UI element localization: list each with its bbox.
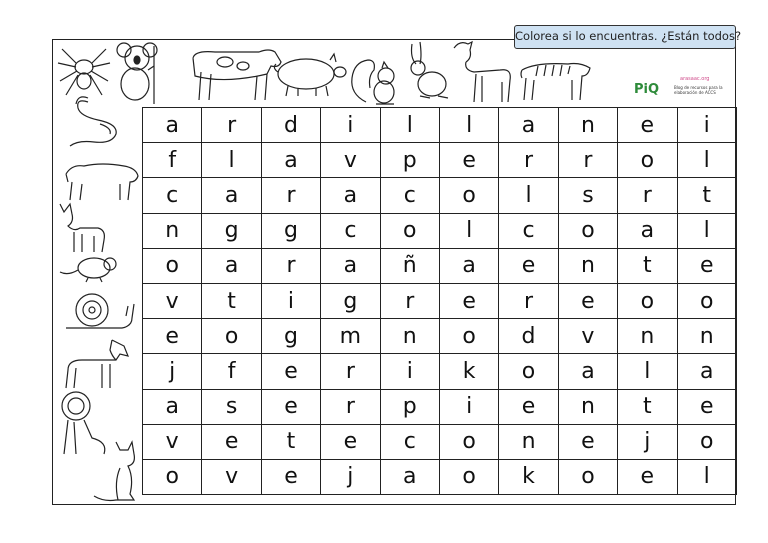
grid-cell[interactable]: t: [618, 389, 677, 424]
grid-cell[interactable]: t: [618, 248, 677, 283]
grid-cell[interactable]: a: [202, 248, 261, 283]
publisher-logo: [634, 76, 734, 106]
grid-cell[interactable]: j: [618, 424, 677, 459]
grid-row: [143, 389, 737, 424]
grid-cell[interactable]: e: [618, 459, 677, 494]
grid-cell[interactable]: p: [380, 389, 439, 424]
grid-row: [143, 178, 737, 213]
grid-cell[interactable]: a: [321, 178, 380, 213]
grid-cell[interactable]: o: [677, 283, 736, 318]
grid-cell[interactable]: f: [143, 143, 202, 178]
grid-cell[interactable]: g: [261, 213, 320, 248]
grid-cell[interactable]: n: [558, 248, 617, 283]
grid-cell[interactable]: e: [558, 424, 617, 459]
grid-cell[interactable]: ñ: [380, 248, 439, 283]
pig-icon: [270, 52, 350, 98]
squirrel-icon: [346, 54, 402, 106]
grid-cell[interactable]: n: [143, 213, 202, 248]
grid-cell[interactable]: o: [618, 283, 677, 318]
grid-row: [143, 354, 737, 389]
grid-cell[interactable]: i: [261, 283, 320, 318]
grid-cell[interactable]: o: [439, 459, 498, 494]
grid-cell[interactable]: n: [677, 319, 736, 354]
grid-cell[interactable]: c: [499, 213, 558, 248]
grid-cell[interactable]: o: [439, 178, 498, 213]
grid-cell[interactable]: g: [202, 213, 261, 248]
spider-icon: [54, 41, 112, 101]
grid-cell[interactable]: v: [202, 459, 261, 494]
grid-cell[interactable]: e: [261, 389, 320, 424]
grid-cell[interactable]: a: [499, 108, 558, 143]
grid-cell[interactable]: r: [380, 283, 439, 318]
grid-cell[interactable]: e: [202, 424, 261, 459]
grid-cell[interactable]: r: [618, 178, 677, 213]
grid-cell[interactable]: r: [261, 178, 320, 213]
grid-cell[interactable]: l: [202, 143, 261, 178]
grid-cell[interactable]: l: [439, 213, 498, 248]
grid-cell[interactable]: e: [439, 283, 498, 318]
grid-cell[interactable]: d: [499, 319, 558, 354]
wolf-icon: [54, 198, 110, 254]
grid-cell[interactable]: t: [261, 424, 320, 459]
grid-cell[interactable]: l: [677, 143, 736, 178]
grid-cell[interactable]: c: [380, 178, 439, 213]
grid-cell[interactable]: a: [202, 178, 261, 213]
rat-icon: [58, 252, 120, 284]
grid-cell[interactable]: e: [439, 143, 498, 178]
tiger-icon: [516, 54, 596, 104]
grid-row: [143, 213, 737, 248]
grid-cell[interactable]: v: [321, 143, 380, 178]
grid-cell[interactable]: s: [558, 178, 617, 213]
grid-cell[interactable]: v: [143, 424, 202, 459]
grid-cell[interactable]: s: [202, 389, 261, 424]
grid-cell[interactable]: o: [677, 424, 736, 459]
grid-cell[interactable]: r: [321, 354, 380, 389]
grid-cell[interactable]: e: [618, 108, 677, 143]
grid-cell[interactable]: o: [439, 424, 498, 459]
grid-cell[interactable]: r: [558, 143, 617, 178]
grid-cell[interactable]: n: [499, 424, 558, 459]
grid-cell[interactable]: o: [618, 143, 677, 178]
grid-cell[interactable]: l: [380, 108, 439, 143]
grid-cell[interactable]: r: [499, 283, 558, 318]
grid-cell[interactable]: t: [202, 283, 261, 318]
grid-cell[interactable]: k: [499, 459, 558, 494]
grid-cell[interactable]: r: [321, 389, 380, 424]
grid-cell[interactable]: v: [558, 319, 617, 354]
grid-cell[interactable]: e: [261, 459, 320, 494]
snail-icon: [62, 288, 138, 334]
grid-cell[interactable]: a: [677, 354, 736, 389]
grid-cell[interactable]: r: [261, 248, 320, 283]
grid-cell[interactable]: e: [261, 354, 320, 389]
grid-cell[interactable]: o: [439, 319, 498, 354]
lamb-icon: [450, 38, 518, 104]
grid-cell[interactable]: e: [143, 319, 202, 354]
grid-cell[interactable]: n: [618, 319, 677, 354]
grid-cell[interactable]: l: [618, 354, 677, 389]
grid-row: [143, 143, 737, 178]
grid-cell[interactable]: a: [618, 213, 677, 248]
grid-cell[interactable]: a: [439, 248, 498, 283]
grid-cell[interactable]: g: [321, 283, 380, 318]
grid-cell[interactable]: e: [499, 389, 558, 424]
horse-icon: [62, 336, 130, 390]
grid-cell[interactable]: l: [439, 108, 498, 143]
grid-cell[interactable]: j: [143, 354, 202, 389]
grid-cell[interactable]: i: [439, 389, 498, 424]
grid-cell[interactable]: e: [321, 424, 380, 459]
grid-cell[interactable]: a: [143, 389, 202, 424]
grid-cell[interactable]: r: [202, 108, 261, 143]
grid-cell[interactable]: n: [558, 389, 617, 424]
grid-cell[interactable]: a: [558, 354, 617, 389]
grid-row: [143, 319, 737, 354]
grid-cell[interactable]: i: [321, 108, 380, 143]
logo-tagline: Blog de recursos para la elaboración de ACCS: [674, 85, 723, 95]
grid-cell[interactable]: e: [677, 389, 736, 424]
grid-row: [143, 108, 737, 143]
grid-row: [143, 283, 737, 318]
grid-cell[interactable]: o: [202, 319, 261, 354]
grid-cell[interactable]: e: [677, 248, 736, 283]
grid-cell[interactable]: a: [380, 459, 439, 494]
grid-cell[interactable]: l: [677, 213, 736, 248]
grid-row: [143, 459, 737, 494]
grid-cell[interactable]: v: [143, 283, 202, 318]
grid-cell[interactable]: c: [380, 424, 439, 459]
snake-icon: [64, 96, 130, 152]
grid-cell[interactable]: a: [321, 248, 380, 283]
word-search-grid: [142, 107, 737, 495]
grid-cell[interactable]: o: [558, 213, 617, 248]
instruction-banner: Colorea si lo encuentras. ¿Están todos?: [514, 25, 736, 49]
grid-cell[interactable]: n: [380, 319, 439, 354]
grid-cell[interactable]: o: [558, 459, 617, 494]
grid-row: [143, 248, 737, 283]
grid-cell[interactable]: l: [677, 459, 736, 494]
grid-cell[interactable]: n: [558, 108, 617, 143]
cat-icon: [90, 438, 142, 504]
logo-mark: PiQ: [634, 82, 660, 97]
grid-cell[interactable]: e: [499, 248, 558, 283]
grid-cell[interactable]: i: [677, 108, 736, 143]
grid-cell[interactable]: t: [677, 178, 736, 213]
grid-cell[interactable]: p: [380, 143, 439, 178]
grid-cell[interactable]: o: [143, 248, 202, 283]
bear-icon: [62, 156, 142, 204]
grid-cell[interactable]: f: [202, 354, 261, 389]
grid-cell[interactable]: a: [261, 143, 320, 178]
grid-cell[interactable]: c: [143, 178, 202, 213]
grid-cell[interactable]: j: [321, 459, 380, 494]
grid-cell[interactable]: d: [261, 108, 320, 143]
grid-cell[interactable]: l: [499, 178, 558, 213]
grid-cell[interactable]: o: [499, 354, 558, 389]
grid-cell[interactable]: g: [261, 319, 320, 354]
logo-site: arasaac.org: [680, 76, 710, 82]
grid-cell[interactable]: k: [439, 354, 498, 389]
grid-cell[interactable]: a: [143, 108, 202, 143]
grid-cell[interactable]: i: [380, 354, 439, 389]
grid-cell[interactable]: r: [499, 143, 558, 178]
grid-row: [143, 424, 737, 459]
grid-cell[interactable]: c: [321, 213, 380, 248]
grid-cell[interactable]: o: [143, 459, 202, 494]
grid-cell[interactable]: m: [321, 319, 380, 354]
rabbit-icon: [404, 40, 450, 102]
grid-cell[interactable]: o: [380, 213, 439, 248]
grid-cell[interactable]: e: [558, 283, 617, 318]
